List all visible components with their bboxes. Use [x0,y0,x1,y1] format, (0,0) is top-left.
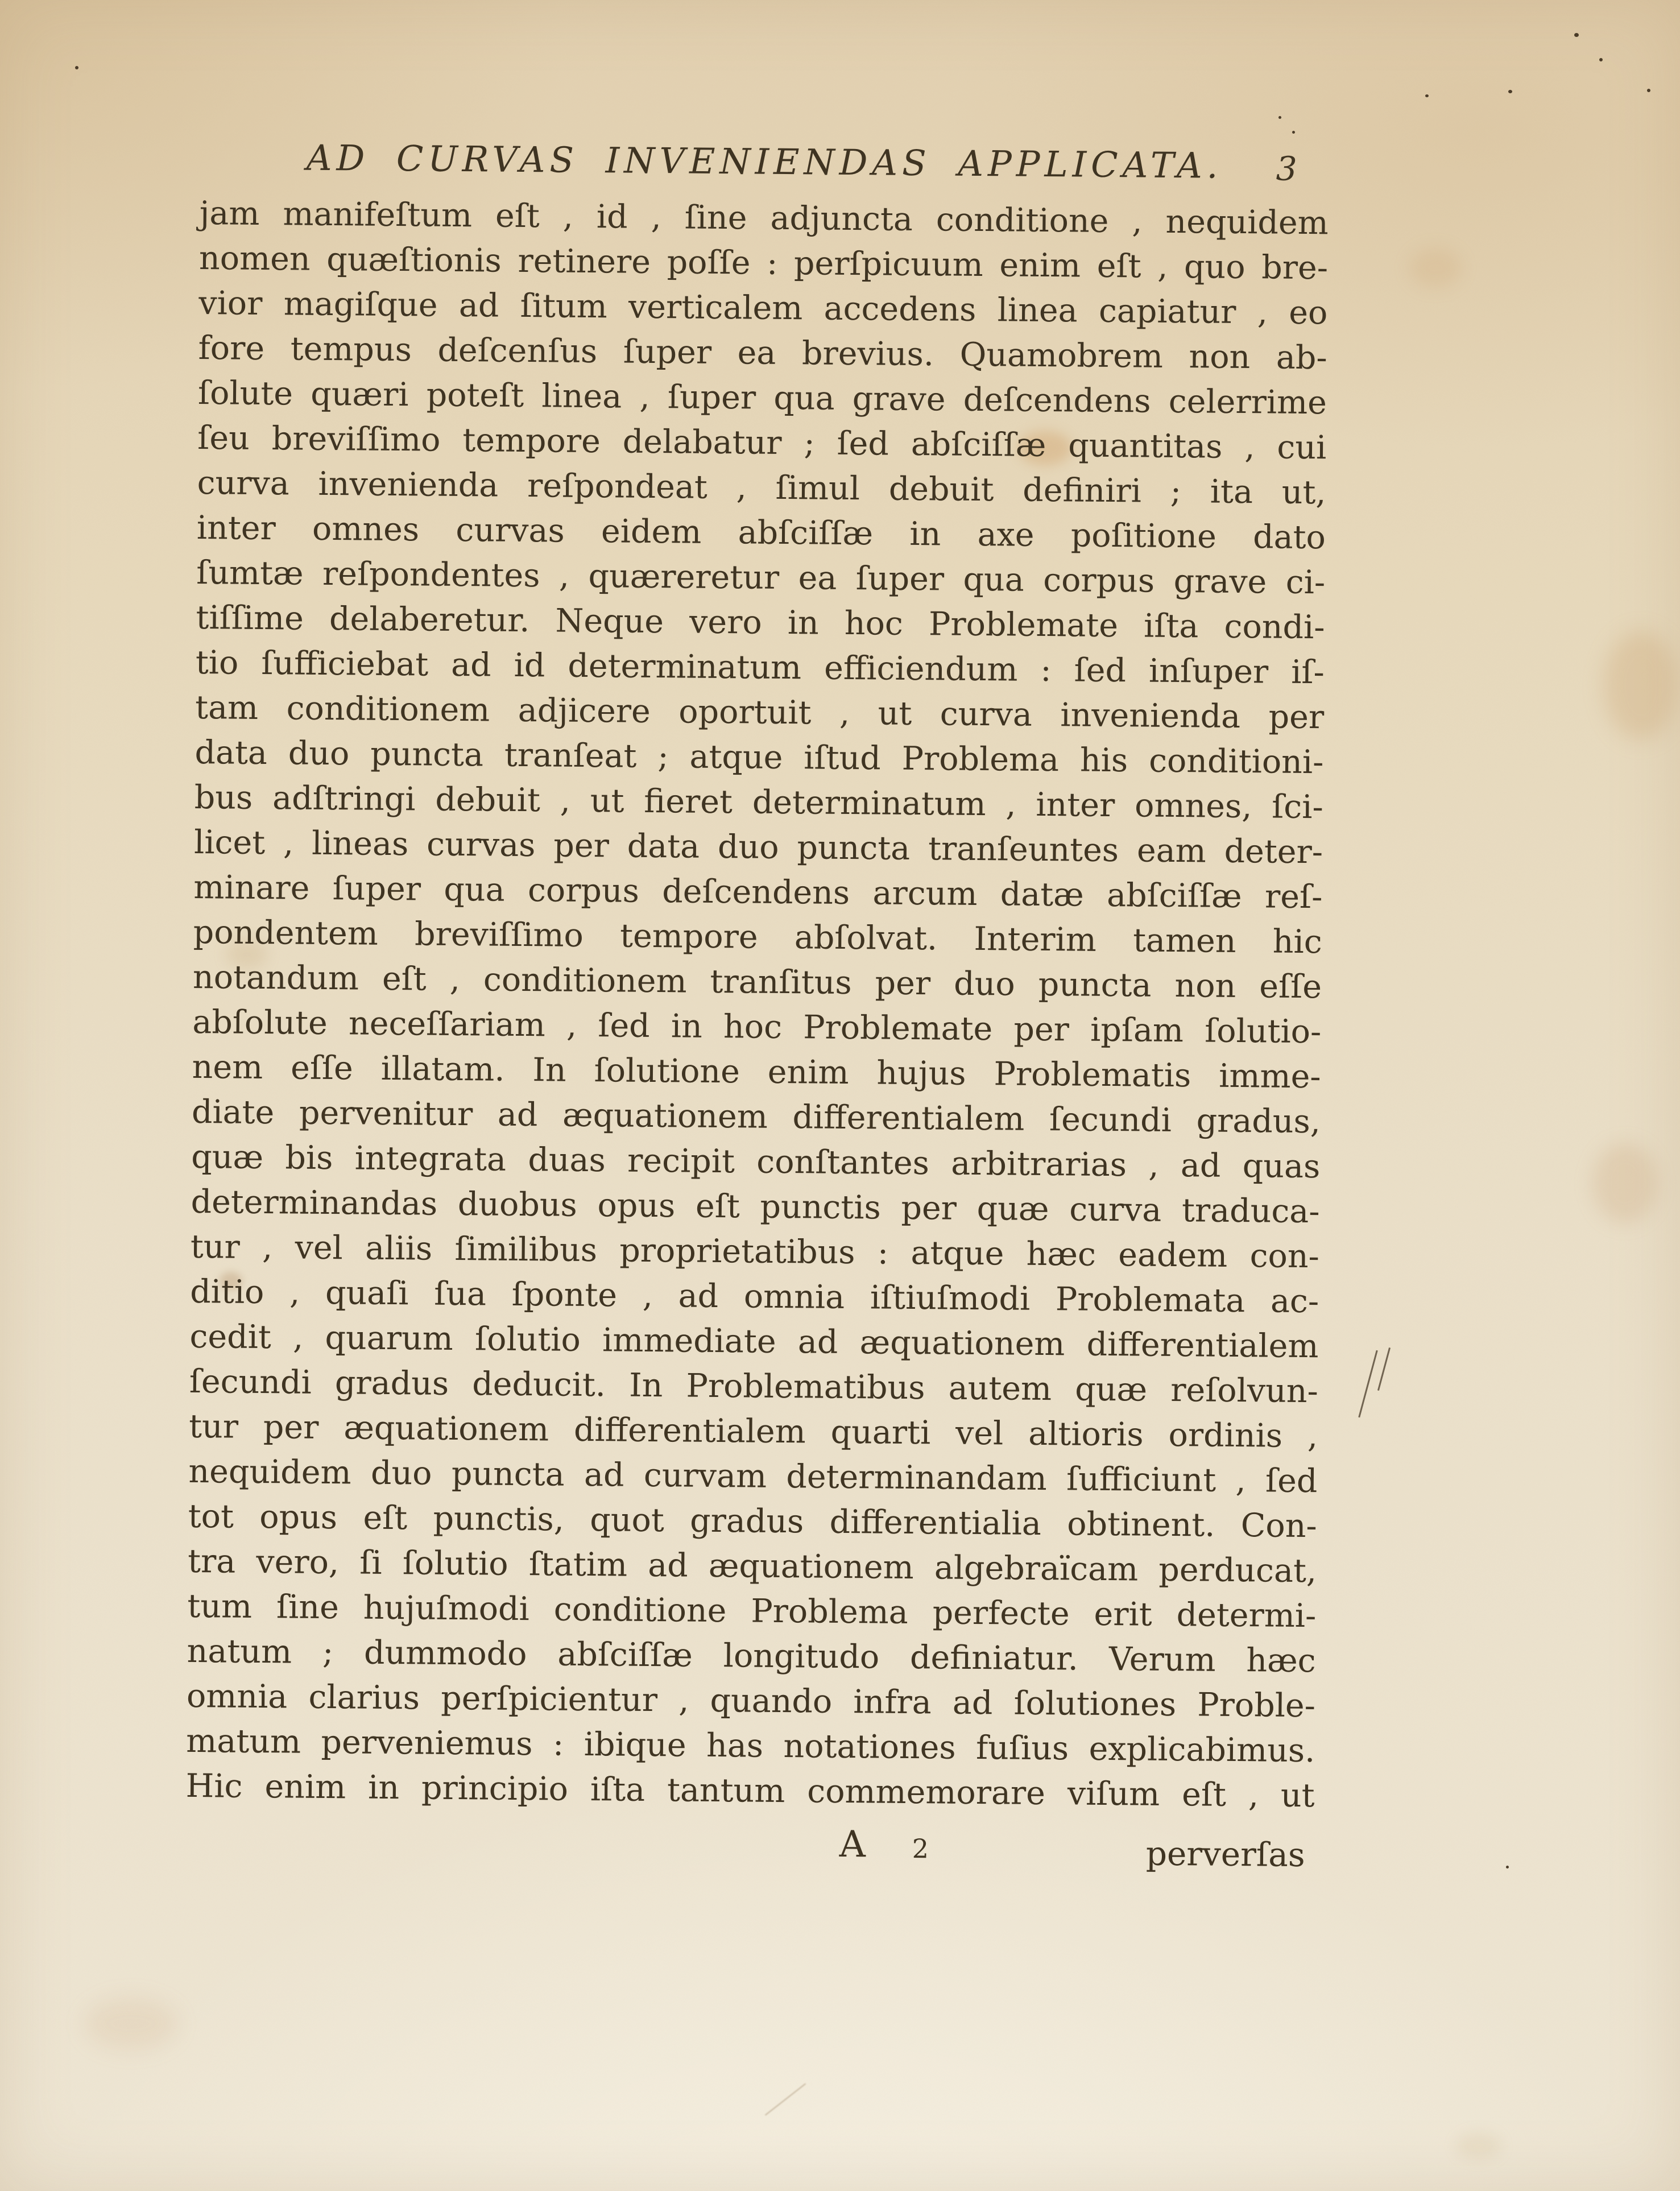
text-line: ſumtæ reſpondentes , quæreretur ea ſuper qua corpus grave ci- [196,553,1326,602]
page-number: 3 [1276,149,1297,188]
text-line: tot opus eſt punctis, quot gradus differentialia obtinent. Con- [188,1497,1318,1545]
text-line: curva invenienda reſpondeat , ſimul debuit definiri ; ita ut, [197,464,1326,512]
ink-speck [75,66,78,69]
text-line: ſeu breviſſimo tempore delabatur ; ſed abſciſſæ quantitas , cui [197,419,1327,467]
text-line: cedit , quarum ſolutio immediate ad æquationem differentialem [189,1317,1319,1366]
text-line: data duo puncta tranſeat ; atque iſtud Problema his conditioni- [195,733,1324,782]
text-line: tum ſine hujuſmodi conditione Problema perfecte erit determi- [187,1587,1317,1635]
text-line: tur , vel aliis ſimilibus proprietatibus : atque hæc eadem con- [190,1227,1320,1276]
text-line: tiſſime delaberetur. Neque vero in hoc Problemate iſta condi- [196,598,1325,647]
running-header-row [200,134,1329,191]
text-line: quæ bis integrata duas recipit conſtantes arbitrarias , ad quas [191,1138,1321,1186]
text-line: matum perveniemus : ibique has notationes fuſius explicabimus. [186,1722,1315,1770]
text-line: nem eſſe illatam. In ſolutione enim hujus Problematis imme- [192,1048,1321,1096]
text-line: natum ; dummodo abſciſſæ longitudo definiatur. Verum hæc [187,1632,1316,1680]
stain-spot [1604,631,1678,739]
text-line: notandum eſt , conditionem tranſitus per duo puncta non eſſe [192,958,1322,1006]
text-line: abſolute neceſſariam , ſed in hoc Problemate per ipſam ſolutio- [192,1003,1322,1051]
ink-speck [1508,90,1512,93]
ink-speck [1506,1866,1509,1868]
text-line: nomen quæſtionis retinere poſſe : perſpicuum enim eſt , quo bre- [198,239,1329,287]
text-line: inter omnes curvas eidem abſciſſæ in axe poſitione dato [196,509,1326,557]
ink-speck [1425,94,1429,97]
crease-mark [765,2083,806,2116]
ink-speck [1278,116,1281,119]
text-line: minare ſuper qua corpus deſcendens arcum datæ abſciſſæ reſ- [193,868,1323,916]
running-header: AD CURVAS INVENIENDAS APPLICATA. [306,137,1223,187]
text-line: omnia clarius perſpicientur , quando infra ad ſolutiones Proble- [186,1677,1316,1725]
ink-speck [1574,33,1579,37]
text-line: determinandas duobus opus eſt punctis per quæ curva traduca- [191,1183,1320,1231]
text-line: ditio , quaſi ſua ſponte , ad omnia iſtiuſmodi Problemata ac- [189,1272,1319,1321]
text-line: licet , lineas curvas per data duo puncta tranſeuntes eam deter- [193,823,1323,871]
stain-spot [84,1998,178,2050]
text-line: pondentem breviſſimo tempore abſolvat. Interim tamen hic [193,913,1322,961]
ink-speck [1292,131,1295,134]
text-line: tio ſufficiebat ad id determinatum efficiendum : ſed inſuper iſ- [195,643,1325,692]
text-line: fore tempus deſcenſus ſuper ea brevius. Quamobrem non ab- [198,329,1327,377]
text-line: ſolute quæri poteſt linea , ſuper qua grave deſcendens celerrime [197,374,1327,422]
body-text [185,191,1329,1818]
stain-spot [1456,2133,1501,2159]
text-line: bus adſtringi debuit , ut fieret determinatum , inter omnes, ſci- [194,778,1324,826]
signature-row [185,1818,1314,1890]
text-line: vior magiſque ad ſitum verticalem accedens linea capiatur , eo [198,284,1328,332]
text-line: ſecundi gradus deducit. In Problematibus autem quæ reſolvun- [189,1362,1319,1411]
catchword: perverſas [1145,1834,1305,1875]
text-line: tur per æquationem differentialem quarti vel altioris ordinis , [188,1407,1318,1456]
text-line: diate pervenitur ad æquationem differentialem ſecundi gradus, [191,1093,1321,1141]
crease-mark [1358,1350,1377,1418]
text-line: jam manifeſtum eſt , id , ſine adjuncta conditione , nequidem [199,194,1329,242]
text-line: Hic enim in principio iſta tantum commemorare viſum eſt , ut [185,1767,1315,1815]
stain-spot [1592,1143,1658,1223]
crease-mark [1377,1347,1391,1391]
text-line: tra vero, ſi ſolutio ſtatim ad æquationem algebraïcam perducat, [187,1542,1317,1590]
ink-speck [1647,89,1650,92]
text-line: tam conditionem adjicere oportuit , ut curva invenienda per [195,688,1325,737]
text-line: nequidem duo puncta ad curvam determinandam ſufficiunt , ſed [188,1452,1318,1500]
signature-number: 2 [912,1833,929,1865]
signature-mark: A [839,1823,866,1866]
ink-speck [1599,58,1603,61]
stain-spot [1409,248,1462,288]
text-block [185,134,1329,1890]
